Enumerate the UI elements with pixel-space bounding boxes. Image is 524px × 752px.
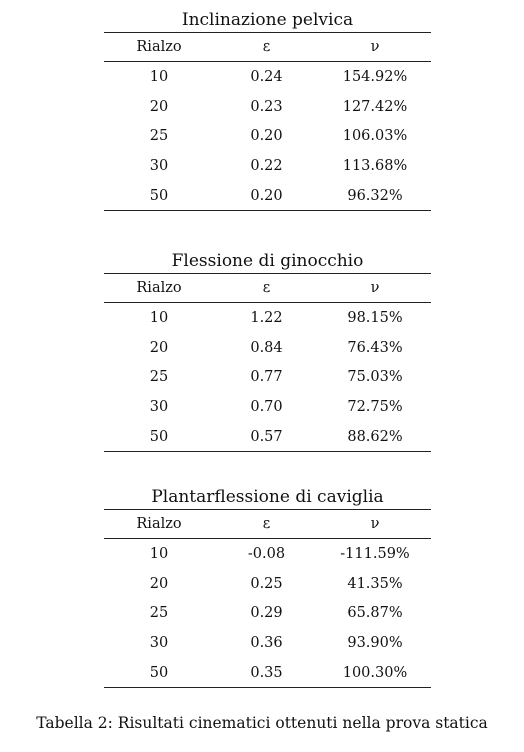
epsilon-cell: 1.22 [250, 309, 283, 326]
table-row [104, 181, 431, 211]
table-row [104, 333, 431, 363]
table-row [104, 303, 431, 333]
nu-cell: 88.62% [319, 422, 431, 452]
table-row [104, 598, 431, 628]
nu-cell: 98.15% [347, 309, 403, 326]
pelvic-tilt-table-block [104, 10, 431, 211]
nu-cell: 65.87% [347, 605, 403, 622]
epsilon-cell: 0.20 [250, 128, 283, 145]
nu-cell: 93.90% [347, 634, 403, 651]
table-row [104, 121, 431, 151]
rialzo-cell: 10 [149, 68, 169, 85]
rialzo-cell: 25 [149, 128, 169, 145]
epsilon-cell: 0.35 [214, 658, 319, 688]
nu-cell: 96.32% [319, 181, 431, 211]
rialzo-cell: 30 [149, 157, 169, 174]
table-row [104, 92, 431, 122]
epsilon-cell: 0.70 [250, 398, 283, 415]
epsilon-header: ε [214, 510, 319, 539]
epsilon-cell: 0.22 [250, 157, 283, 174]
header-row [104, 510, 431, 539]
nu-cell: 72.75% [347, 398, 403, 415]
rialzo-header: Rialzo [104, 274, 214, 303]
ankle-plantarflexion-table-block [104, 487, 431, 688]
rialzo-cell: 25 [149, 369, 169, 386]
table-row [104, 62, 431, 92]
nu-cell: 100.30% [319, 658, 431, 688]
data-table [104, 32, 431, 211]
header-row [104, 274, 431, 303]
header-row [104, 33, 431, 62]
knee-flexion-table-block [104, 251, 431, 452]
epsilon-header: ε [214, 33, 319, 62]
table-row [104, 422, 431, 452]
epsilon-cell: 0.57 [214, 422, 319, 452]
table-row [104, 392, 431, 422]
table-row [104, 569, 431, 599]
table-title: Inclinazione pelvica [181, 10, 354, 30]
table-row [104, 628, 431, 658]
rialzo-header: Rialzo [104, 33, 214, 62]
rialzo-cell: 50 [104, 181, 214, 211]
epsilon-cell: 0.77 [250, 369, 283, 386]
rialzo-cell: 10 [149, 309, 169, 326]
rialzo-cell: 20 [149, 98, 169, 115]
epsilon-header: ε [214, 274, 319, 303]
nu-cell: -111.59% [340, 545, 410, 562]
rialzo-cell: 30 [149, 634, 169, 651]
rialzo-cell: 30 [149, 398, 169, 415]
epsilon-cell: 0.24 [250, 68, 283, 85]
epsilon-cell: 0.20 [214, 181, 319, 211]
table-row [104, 151, 431, 181]
table-title: Flessione di ginocchio [171, 251, 364, 271]
rialzo-cell: 50 [104, 422, 214, 452]
epsilon-cell: 0.84 [250, 339, 283, 356]
rialzo-cell: 20 [149, 575, 169, 592]
table-row [104, 539, 431, 569]
nu-cell: 154.92% [342, 68, 408, 85]
nu-cell: 127.42% [342, 98, 408, 115]
epsilon-cell: 0.29 [250, 605, 283, 622]
rialzo-cell: 10 [149, 545, 169, 562]
table-row [104, 362, 431, 392]
data-table [104, 273, 431, 452]
nu-cell: 76.43% [347, 339, 403, 356]
epsilon-cell: 0.36 [250, 634, 283, 651]
rialzo-cell: 25 [149, 605, 169, 622]
table-title: Plantarflessione di caviglia [151, 487, 384, 507]
nu-cell: 113.68% [342, 157, 408, 174]
data-table [104, 509, 431, 688]
nu-header: ν [319, 274, 431, 303]
table-row [104, 658, 431, 688]
nu-header: ν [319, 33, 431, 62]
nu-cell: 41.35% [347, 575, 403, 592]
epsilon-cell: -0.08 [247, 545, 286, 562]
epsilon-cell: 0.25 [250, 575, 283, 592]
nu-header: ν [319, 510, 431, 539]
epsilon-cell: 0.23 [250, 98, 283, 115]
nu-cell: 75.03% [347, 369, 403, 386]
nu-cell: 106.03% [342, 128, 408, 145]
rialzo-cell: 50 [104, 658, 214, 688]
rialzo-header: Rialzo [104, 510, 214, 539]
table-caption: Tabella 2: Risultati cinematici ottenuti nella prova statica [36, 714, 488, 732]
rialzo-cell: 20 [149, 339, 169, 356]
